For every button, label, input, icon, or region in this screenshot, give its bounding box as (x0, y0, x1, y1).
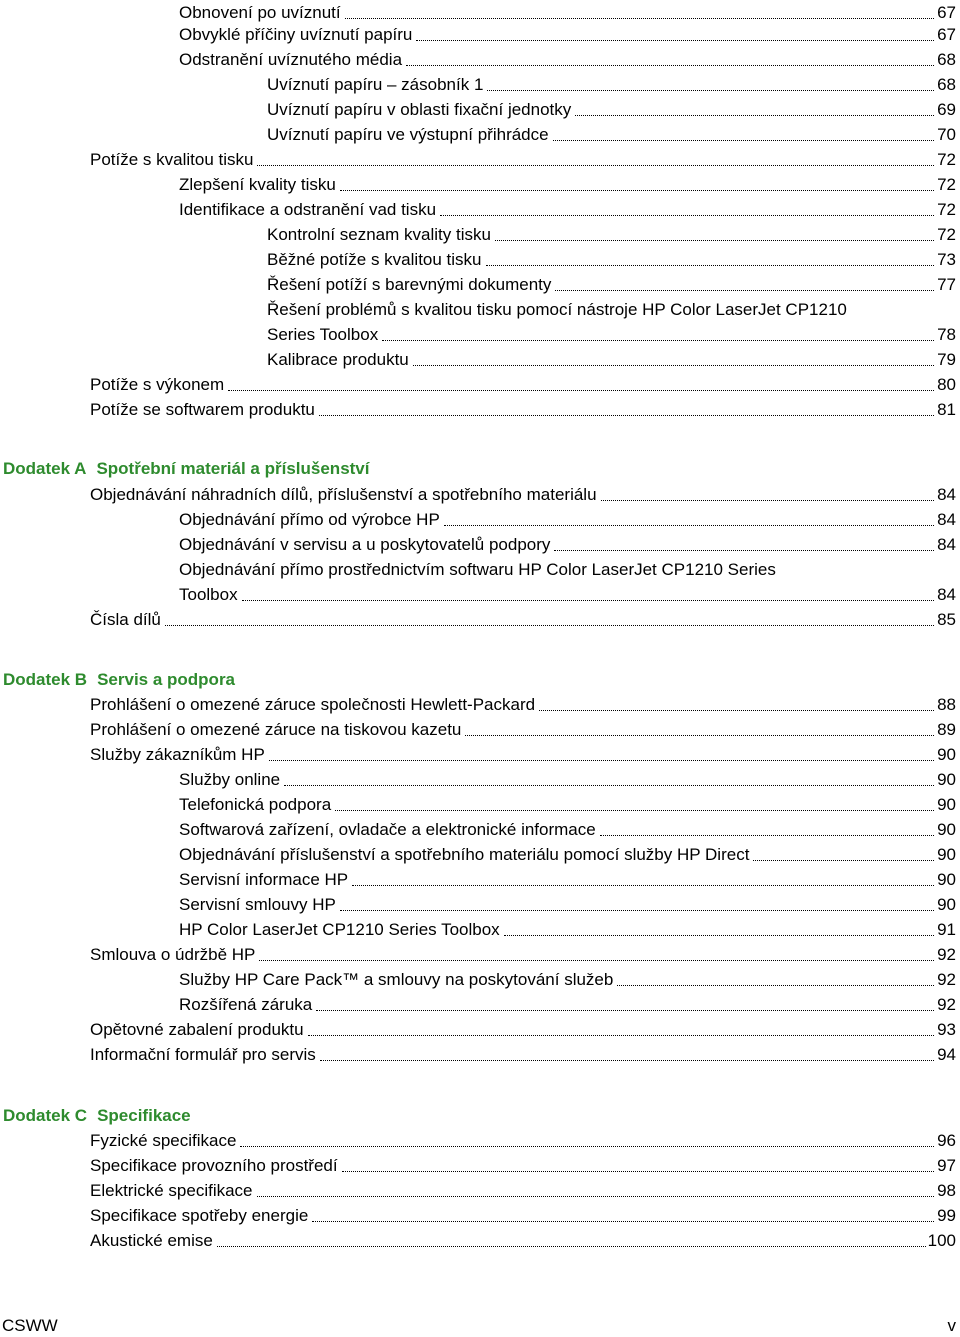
toc-entry[interactable]: Elektrické specifikace 98 (90, 1181, 956, 1200)
toc-entry[interactable]: Opětovné zabalení produktu 93 (90, 1020, 956, 1039)
toc-entry[interactable]: Identifikace a odstranění vad tisku 72 (179, 200, 956, 219)
toc-entry[interactable]: Potíže s výkonem 80 (90, 375, 956, 394)
toc-entry[interactable]: Služby online 90 (179, 770, 956, 789)
toc-entry[interactable]: Kalibrace produktu 79 (267, 350, 956, 369)
toc-entry[interactable]: Series Toolbox 78 (267, 325, 956, 344)
toc-entry[interactable]: Uvíznutí papíru v oblasti fixační jednotky 69 (267, 100, 956, 119)
toc-entry[interactable]: Rozšířená záruka 92 (179, 995, 956, 1014)
toc-entry[interactable]: Obvyklé příčiny uvíznutí papíru 67 (179, 25, 956, 44)
toc-entry[interactable]: Potíže se softwarem produktu 81 (90, 400, 956, 419)
toc-entry[interactable]: Smlouva o údržbě HP 92 (90, 945, 956, 964)
toc-entry[interactable]: Servisní smlouvy HP 90 (179, 895, 956, 914)
toc-entry[interactable]: Služby zákazníkům HP 90 (90, 745, 956, 764)
toc-entry[interactable]: Obnovení po uvíznutí 67 (179, 3, 956, 22)
toc-entry[interactable]: Objednávání přímo od výrobce HP 84 (179, 510, 956, 529)
toc-entry-line1[interactable]: Objednávání přímo prostřednictvím softwaru HP Color LaserJet CP1210 Series (179, 560, 776, 579)
toc-entry[interactable]: Běžné potíže s kvalitou tisku 73 (267, 250, 956, 269)
toc-entry[interactable]: Potíže s kvalitou tisku 72 (90, 150, 956, 169)
toc-entry[interactable]: Uvíznutí papíru ve výstupní přihrádce 70 (267, 125, 956, 144)
toc-entry[interactable]: Specifikace spotřeby energie 99 (90, 1206, 956, 1225)
footer-page-number: v (947, 1316, 956, 1335)
toc-entry[interactable]: Objednávání příslušenství a spotřebního materiálu pomocí služby HP Direct 90 (179, 845, 956, 864)
toc-entry[interactable]: Odstranění uvíznutého média 68 (179, 50, 956, 69)
footer-doc-code: CSWW (2, 1316, 58, 1335)
toc-entry[interactable]: Objednávání náhradních dílů, příslušenství a spotřebního materiálu 84 (90, 485, 956, 504)
toc-entry[interactable]: HP Color LaserJet CP1210 Series Toolbox 91 (179, 920, 956, 939)
toc-entry[interactable]: Specifikace provozního prostředí 97 (90, 1156, 956, 1175)
toc-entry[interactable]: Prohlášení o omezené záruce na tiskovou kazetu 89 (90, 720, 956, 739)
toc-entry[interactable]: Uvíznutí papíru – zásobník 1 68 (267, 75, 956, 94)
toc-entry-line1[interactable]: Řešení problémů s kvalitou tisku pomocí nástroje HP Color LaserJet CP1210 (267, 300, 847, 319)
toc-entry[interactable]: Prohlášení o omezené záruce společnosti Hewlett-Packard 88 (90, 695, 956, 714)
toc-entry[interactable]: Softwarová zařízení, ovladače a elektronické informace 90 (179, 820, 956, 839)
toc-entry[interactable]: Informační formulář pro servis 94 (90, 1045, 956, 1064)
toc-entry[interactable]: Fyzické specifikace 96 (90, 1131, 956, 1150)
toc-entry[interactable]: Servisní informace HP 90 (179, 870, 956, 889)
toc-entry[interactable]: Služby HP Care Pack™ a smlouvy na poskytování služeb 92 (179, 970, 956, 989)
toc-entry[interactable]: Čísla dílů 85 (90, 610, 956, 629)
toc-entry[interactable]: Objednávání v servisu a u poskytovatelů podpory 84 (179, 535, 956, 554)
chapter-heading-b[interactable]: Dodatek B Servis a podpora (3, 670, 236, 689)
toc-entry[interactable]: Telefonická podpora 90 (179, 795, 956, 814)
chapter-heading-a[interactable]: Dodatek A Spotřební materiál a příslušenství (3, 459, 370, 478)
toc-entry[interactable]: Akustické emise 100 (90, 1231, 956, 1250)
toc-entry[interactable]: Kontrolní seznam kvality tisku 72 (267, 225, 956, 244)
toc-entry[interactable]: Zlepšení kvality tisku 72 (179, 175, 956, 194)
toc-entry[interactable]: Toolbox 84 (179, 585, 956, 604)
toc-entry[interactable]: Řešení potíží s barevnými dokumenty 77 (267, 275, 956, 294)
chapter-heading-c[interactable]: Dodatek C Specifikace (3, 1106, 191, 1125)
